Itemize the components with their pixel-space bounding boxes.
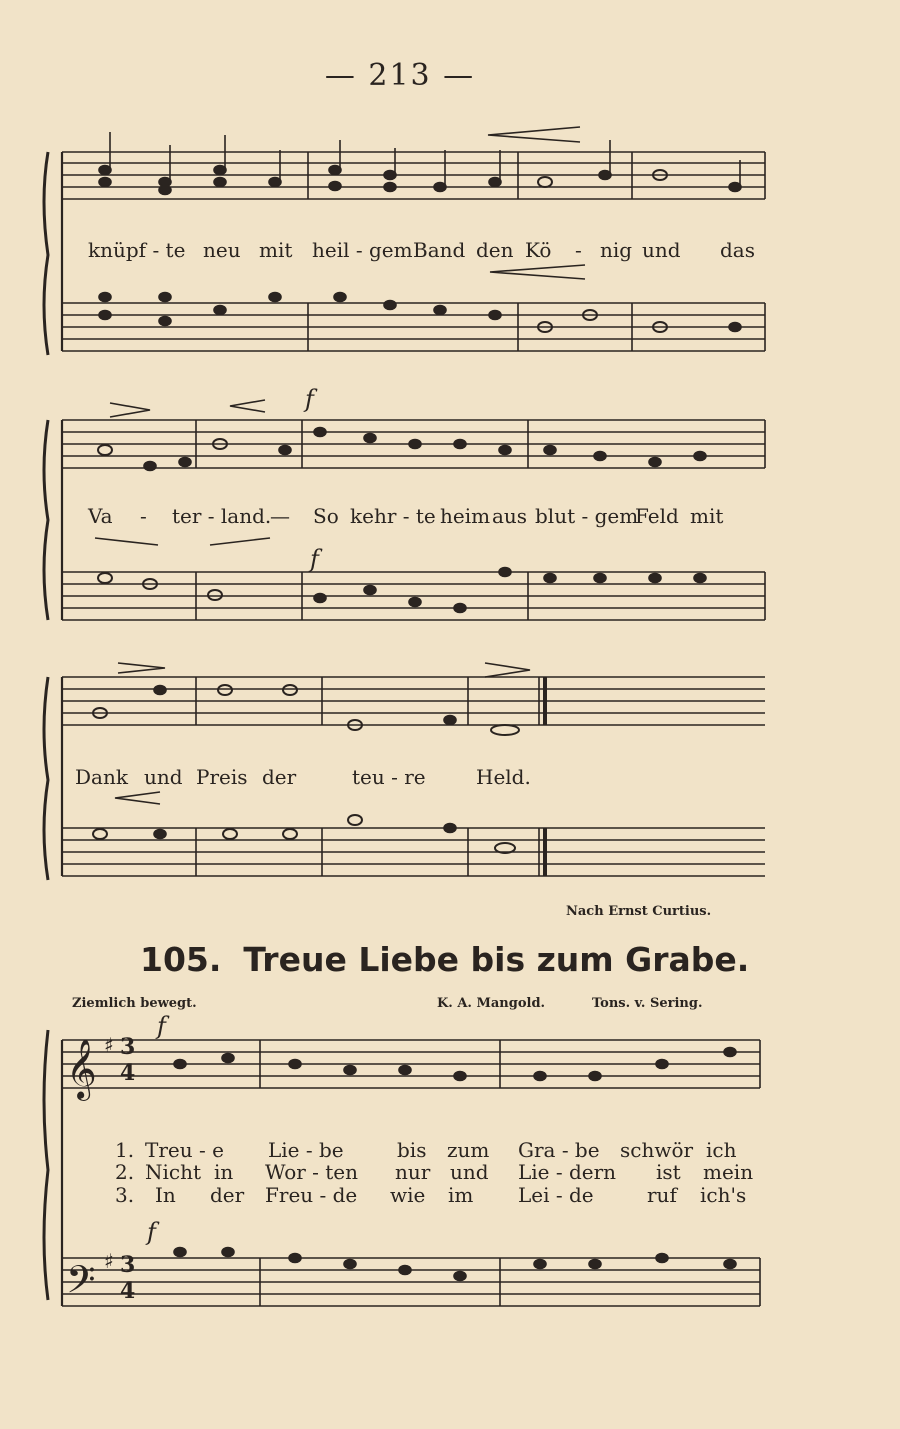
lyric-syllable: Dank: [75, 765, 128, 789]
lyric-syllable: knüpf - te: [88, 238, 186, 262]
lyric-syllable: Lie - dern: [518, 1160, 617, 1184]
system1-brace: [44, 152, 48, 355]
lyric-syllable: Kö: [525, 238, 552, 262]
lyric-syllable: -: [140, 504, 147, 528]
lyric-syllable: blut - gem: [535, 504, 639, 528]
lyric-syllable: und: [642, 238, 681, 262]
time-signature-bottom: 4: [120, 1060, 136, 1086]
lyricist-attribution: Nach Ernst Curtius.: [566, 904, 712, 919]
lyric-syllable: zum: [447, 1138, 490, 1162]
lyric-syllable: wie: [390, 1183, 426, 1207]
forte-mark: f: [147, 1218, 156, 1246]
lyric-syllable: und: [450, 1160, 489, 1184]
lyric-syllable: das: [720, 238, 755, 262]
lyric-syllable: ich's: [700, 1183, 747, 1207]
composer: K. A. Mangold.: [437, 996, 546, 1011]
treble-clef-icon: 𝄞: [66, 1039, 97, 1099]
svg-text:♯: ♯: [104, 1249, 114, 1273]
verse-number: 2.: [115, 1160, 135, 1184]
lyric-syllable: Wor - ten: [265, 1160, 359, 1184]
forte-mark: f: [305, 385, 314, 413]
lyric-syllable: und: [144, 765, 183, 789]
lyric-syllable: heil - gem: [312, 238, 413, 262]
lyric-syllable: -: [575, 238, 582, 262]
lyric-syllable: den: [476, 238, 514, 262]
song-bass-staff: [62, 1258, 760, 1306]
lyric-syllable: ich: [706, 1138, 737, 1162]
lyric-syllable: mit: [690, 504, 724, 528]
lyric-syllable: Lie - be: [268, 1138, 344, 1162]
time-signature-top: 3: [120, 1034, 136, 1060]
lyric-syllable: Band: [413, 238, 466, 262]
lyric-syllable: aus: [492, 504, 528, 528]
lyric-syllable: Nicht: [145, 1160, 202, 1184]
system3-bass-staff: [62, 828, 765, 876]
lyric-syllable: ter - land.: [172, 504, 272, 528]
lyric-syllable: in: [214, 1160, 234, 1184]
lyric-syllable: Va: [88, 504, 113, 528]
lyric-syllable: So: [313, 504, 339, 528]
lyric-syllable: Feld: [635, 504, 679, 528]
song-heading: [140, 940, 749, 979]
lyric-syllable: Treu - e: [145, 1138, 224, 1162]
lyric-syllable: ruf: [647, 1183, 677, 1207]
lyric-syllable: neu: [203, 238, 241, 262]
lyric-syllable: ist: [656, 1160, 681, 1184]
song-title: Treue Liebe bis zum Grabe.: [243, 940, 750, 979]
lyric-syllable: Gra - be: [518, 1138, 600, 1162]
lyric-syllable: bis: [397, 1138, 427, 1162]
bass-time-signature-bottom: 4: [120, 1278, 136, 1304]
lyric-syllable: nur: [395, 1160, 431, 1184]
lyric-syllable: nig: [600, 238, 633, 262]
key-signature-sharp-icon: ♯: [104, 1033, 114, 1057]
verse-number: 1.: [115, 1138, 135, 1162]
crescendo-mark: [488, 127, 580, 142]
lyric-syllable: der: [210, 1183, 245, 1207]
forte-mark: f: [157, 1012, 166, 1040]
lyric-syllable: Held.: [476, 765, 531, 789]
system3-treble-staff: [62, 677, 765, 725]
lyric-syllable: mein: [703, 1160, 754, 1184]
song-number: 105.: [140, 940, 222, 979]
arranger: Tons. v. Sering.: [592, 996, 703, 1011]
lyric-syllable: Preis: [196, 765, 248, 789]
page-number: — 213 —: [324, 58, 476, 93]
lyric-syllable: —: [270, 504, 290, 528]
note-heads: [93, 132, 741, 1281]
lyric-syllable: im: [448, 1183, 474, 1207]
lyric-syllable: In: [155, 1183, 176, 1207]
lyric-syllable: kehr - te: [350, 504, 436, 528]
lyric-syllable: heim: [440, 504, 491, 528]
bass-clef-icon: 𝄢: [66, 1257, 96, 1311]
lyric-syllable: Lei - de: [518, 1183, 594, 1207]
lyric-syllable: teu - re: [352, 765, 426, 789]
tempo-marking: Ziemlich bewegt.: [72, 996, 197, 1011]
verse-number: 3.: [115, 1183, 135, 1207]
bass-time-signature-top: 3: [120, 1252, 136, 1278]
lyric-syllable: Freu - de: [265, 1183, 358, 1207]
lyric-syllable: der: [262, 765, 297, 789]
lyric-syllable: schwör: [620, 1138, 694, 1162]
forte-mark: f: [310, 545, 319, 573]
system1-bass-staff: [62, 303, 765, 351]
lyric-syllable: mit: [259, 238, 293, 262]
